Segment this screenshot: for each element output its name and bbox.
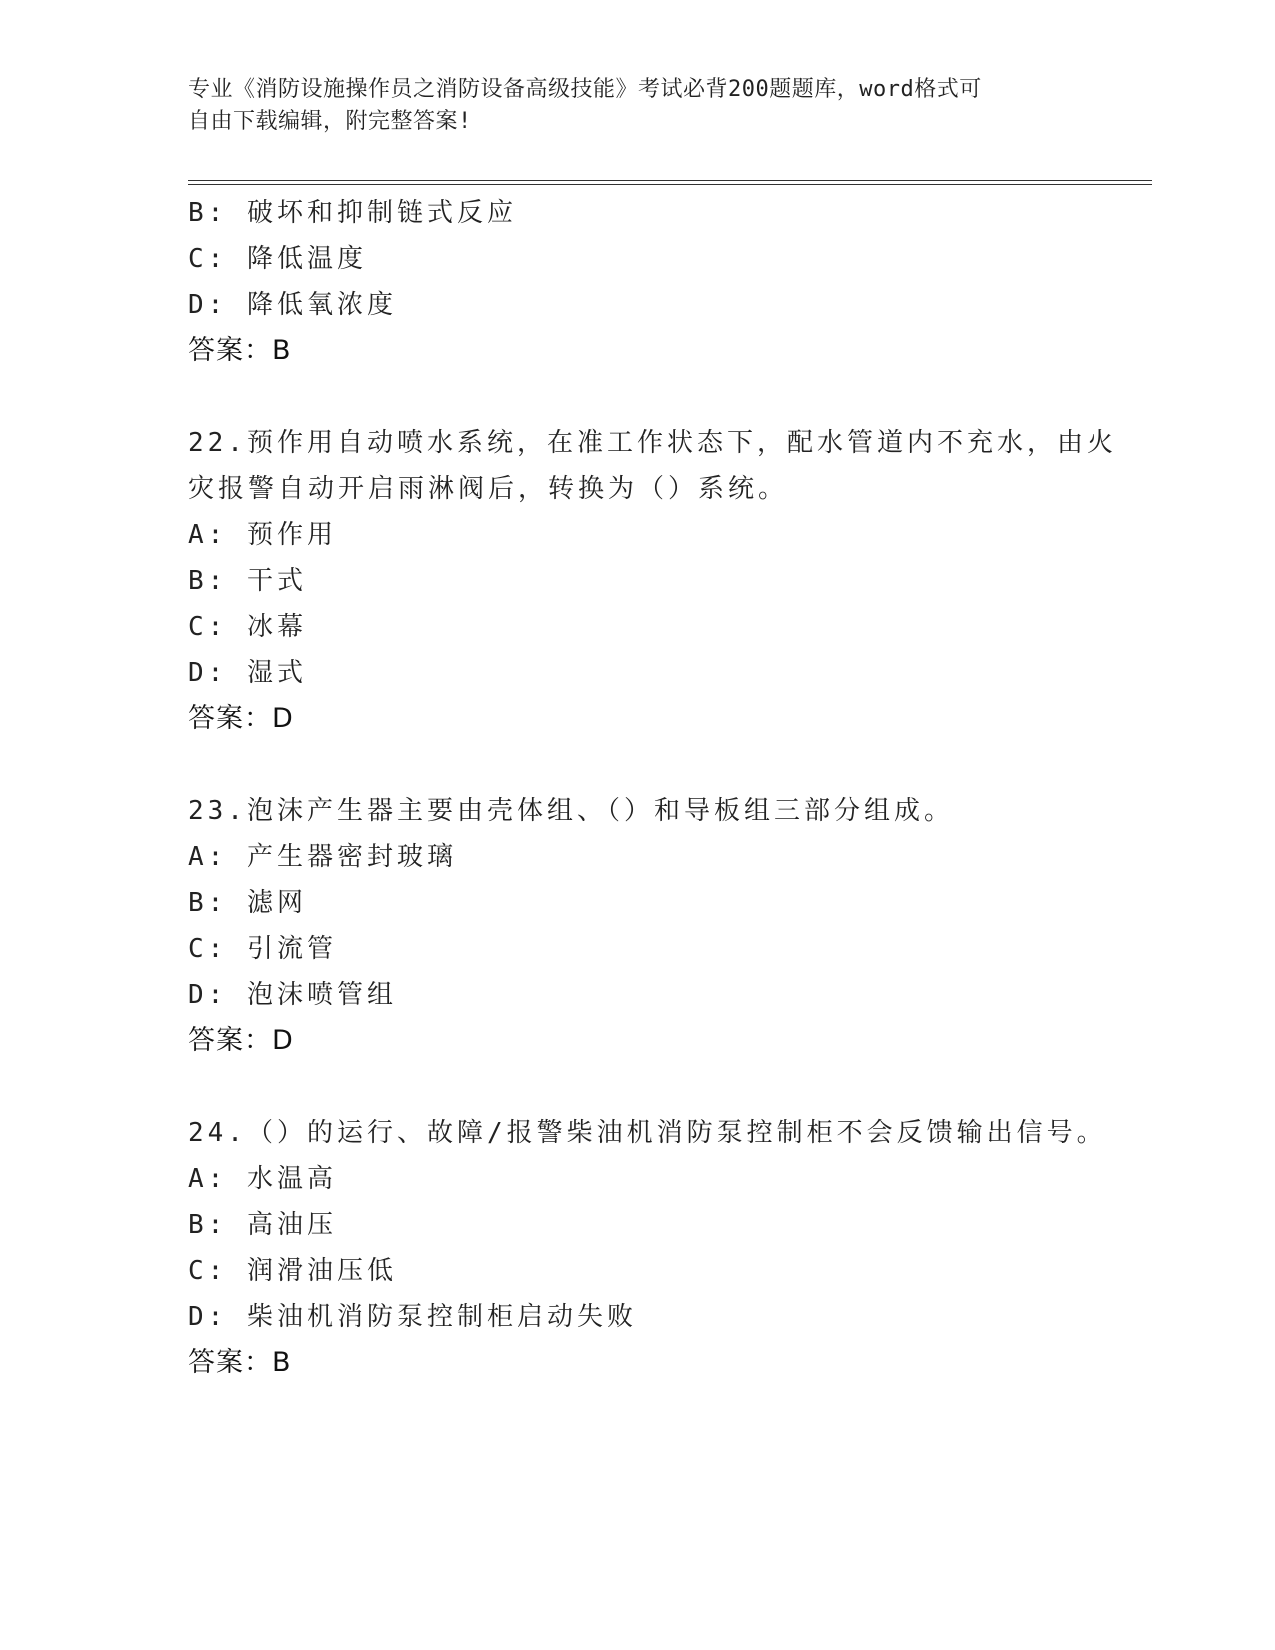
option-b: B: 高油压 <box>188 1210 337 1240</box>
document-header <box>188 74 1068 138</box>
option-b: B: 破坏和抑制链式反应 <box>188 198 517 228</box>
answer: 答案：B <box>188 335 292 366</box>
answer: 答案：D <box>188 1025 294 1056</box>
option-c: C: 引流管 <box>188 934 337 964</box>
question-text-line-1: 24.（）的运行、故障/报警柴油机消防泵控制柜不会反馈输出信号。 <box>188 1118 1107 1148</box>
option-c: C: 润滑油压低 <box>188 1256 397 1286</box>
option-d: D: 泡沫喷管组 <box>188 980 397 1010</box>
spacer <box>188 1064 1088 1110</box>
question-21-partial <box>188 190 1088 374</box>
question-22 <box>188 420 1117 742</box>
question-text-line-2: 灾报警自动开启雨淋阀后，转换为（）系统。 <box>188 474 789 504</box>
spacer <box>188 374 1088 420</box>
option-d: D: 湿式 <box>188 658 307 688</box>
spacer <box>188 742 1088 788</box>
header-divider <box>188 180 1152 185</box>
question-text-line-1: 22.预作用自动喷水系统，在准工作状态下，配水管道内不充水，由火 <box>188 428 1117 458</box>
header-line-1: 专业《消防设施操作员之消防设备高级技能》考试必背200题题库，word格式可 <box>188 77 982 102</box>
option-d: D: 降低氧浓度 <box>188 290 397 320</box>
option-a: A: 水温高 <box>188 1164 337 1194</box>
option-a: A: 产生器密封玻璃 <box>188 842 457 872</box>
option-a: A: 预作用 <box>188 520 337 550</box>
option-b: B: 滤网 <box>188 888 307 918</box>
answer: 答案：D <box>188 703 294 734</box>
option-c: C: 冰幕 <box>188 612 307 642</box>
question-text-line-1: 23.泡沫产生器主要由壳体组、（）和导板组三部分组成。 <box>188 796 954 826</box>
option-d: D: 柴油机消防泵控制柜启动失败 <box>188 1302 637 1332</box>
option-b: B: 干式 <box>188 566 307 596</box>
answer: 答案：B <box>188 1347 292 1378</box>
question-list <box>188 190 1117 1386</box>
option-c: C: 降低温度 <box>188 244 367 274</box>
question-24 <box>188 1110 1107 1386</box>
question-23 <box>188 788 1088 1064</box>
header-line-2: 自由下载编辑，附完整答案! <box>188 109 472 134</box>
